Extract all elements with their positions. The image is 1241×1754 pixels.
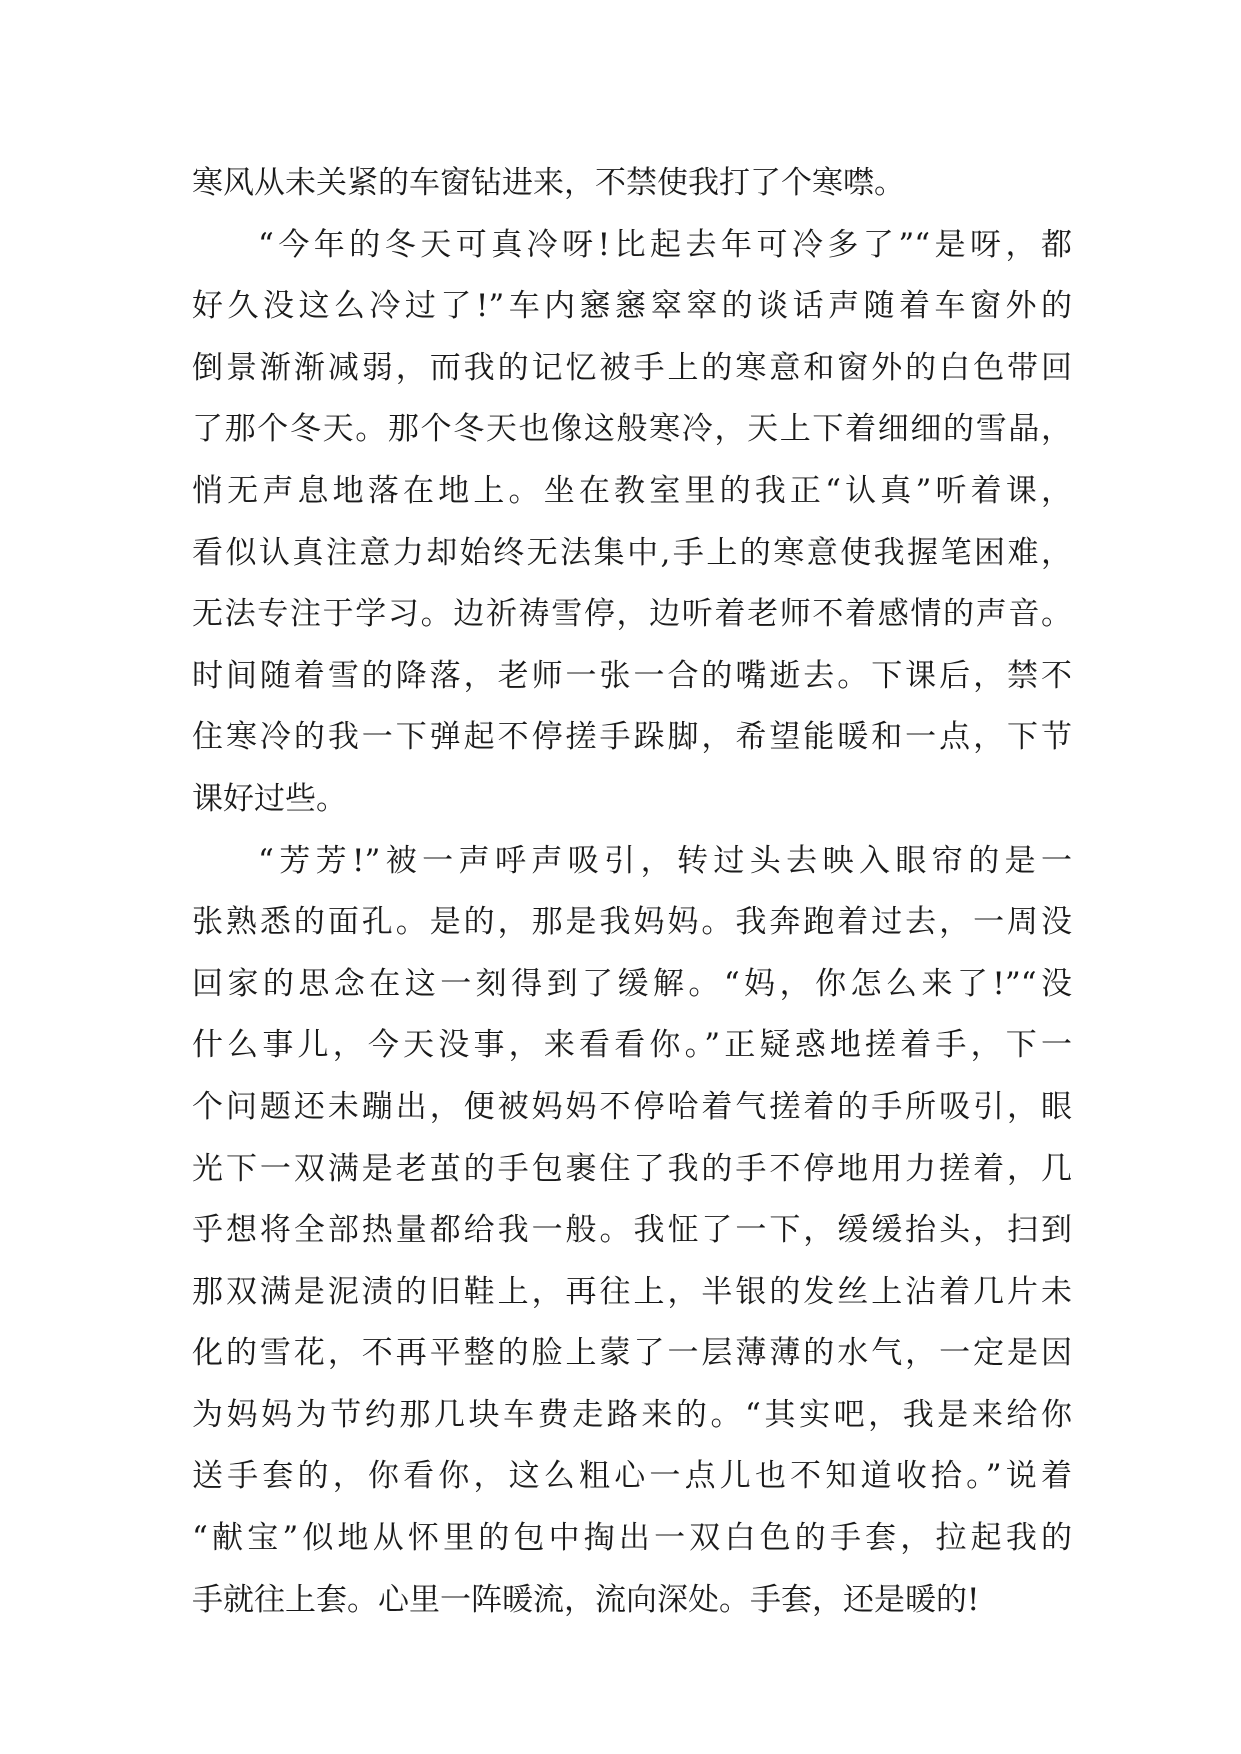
text-line: 好久没这么冷过了!”车内窸窸窣窣的谈话声随着车窗外的 [192, 288, 1072, 325]
text-line: 时间随着雪的降落，老师一张一合的嘴逝去。下课后，禁不 [192, 657, 1072, 694]
text-line: 寒风从未关紧的车窗钻进来，不禁使我打了个寒噤。 [192, 165, 905, 201]
text-line: 住寒冷的我一下弹起不停搓手跺脚，希望能暖和一点，下节 [192, 719, 1072, 756]
text-line: 看似认真注意力却始终无法集中,手上的寒意使我握笔困难， [192, 534, 1072, 571]
text-line: “今年的冬天可真冷呀!比起去年可冷多了”“是呀，都 [258, 226, 1072, 263]
text-line: 了那个冬天。那个冬天也像这般寒冷，天上下着细细的雪晶， [192, 411, 1072, 448]
text-line: 倒景渐渐减弱，而我的记忆被手上的寒意和窗外的白色带回 [192, 349, 1072, 386]
text-line: 无法专注于学习。边祈祷雪停，边听着老师不着感情的声音。 [192, 596, 1072, 633]
text-line: 乎想将全部热量都给我一般。我怔了一下，缓缓抬头，扫到 [192, 1212, 1072, 1249]
text-line: 手就往上套。心里一阵暖流，流向深处。手套，还是暖的! [192, 1581, 980, 1618]
text-line: 那双满是泥渍的旧鞋上，再往上，半银的发丝上沾着几片未 [192, 1273, 1072, 1310]
text-line: 课好过些。 [192, 780, 347, 817]
text-line: 什么事儿，今天没事，来看看你。”正疑惑地搓着手，下一 [192, 1027, 1072, 1064]
text-line: 悄无声息地落在地上。坐在教室里的我正“认真”听着课， [192, 472, 1072, 509]
text-line: “芳芳!”被一声呼声吸引，转过头去映入眼帘的是一 [258, 842, 1072, 879]
text-line: “献宝”似地从怀里的包中掏出一双白色的手套，拉起我的 [192, 1520, 1072, 1557]
essay-text [192, 153, 1072, 1631]
text-line: 为妈妈为节约那几块车费走路来的。“其实吧，我是来给你 [192, 1396, 1072, 1433]
text-line: 送手套的，你看你，这么粗心一点儿也不知道收拾。”说着 [192, 1458, 1072, 1495]
text-line: 光下一双满是老茧的手包裹住了我的手不停地用力搓着，几 [192, 1150, 1072, 1187]
text-line: 张熟悉的面孔。是的，那是我妈妈。我奔跑着过去，一周没 [192, 904, 1072, 941]
text-line: 回家的思念在这一刻得到了缓解。“妈，你怎么来了!”“没 [192, 965, 1072, 1002]
text-line: 个问题还未蹦出，便被妈妈不停哈着气搓着的手所吸引，眼 [192, 1088, 1072, 1125]
text-line: 化的雪花，不再平整的脸上蒙了一层薄薄的水气，一定是因 [192, 1335, 1072, 1372]
